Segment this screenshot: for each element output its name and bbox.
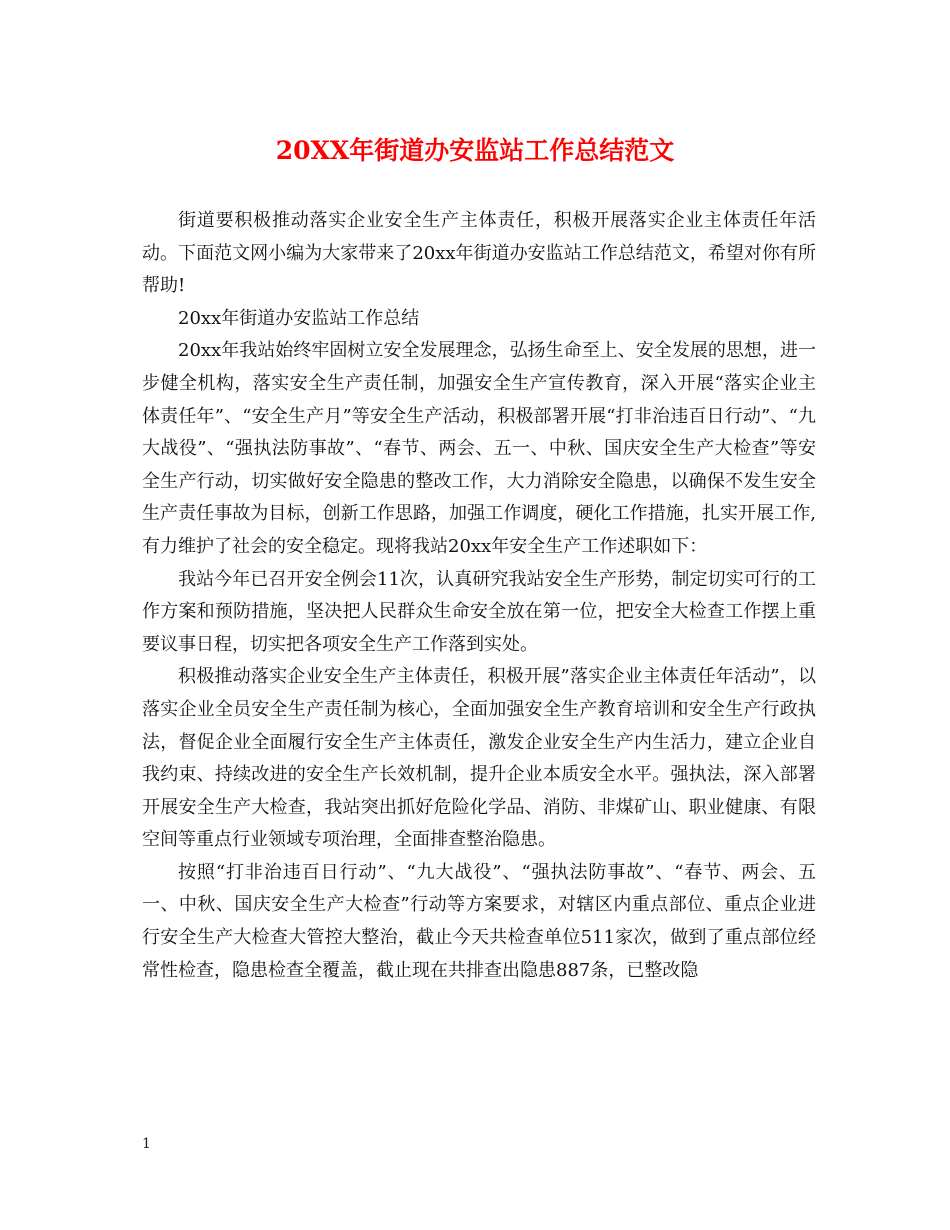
paragraph-intro: 街道要积极推动落实企业安全生产主体责任，积极开展落实企业主体责任年活动。下面范文网小编为大家带来了20xx年街道办安监站工作总结范文，希望对你有所帮助! (142, 210, 816, 297)
paragraph-responsibility: 积极推动落实企业安全生产主体责任，积极开展”落实企业主体责任年活动”，以落实企业全员安全生产责任制为核心，全面加强安全生产教育培训和安全生产行政执法，督促企业全面履行安全生产主体责任，激发企业安全生产内生活力，建立企业自我约束、持续改进的安全生产长效机制，提升企业本质安全水平。强执法，深入部署开展安全生产大检查，我站突出抓好危险化学品、消防、非煤矿山、职业健康、有限空间等重点行业领域专项治理，全面排查整治隐患。 (142, 666, 816, 851)
document-title: 20XX年街道办安监站工作总结范文 (275, 136, 675, 165)
paragraph-meetings: 我站今年已召开安全例会11次，认真研究我站安全生产形势，制定切实可行的工作方案和预防措施，坚决把人民群众生命安全放在第一位，把安全大检查工作摆上重要议事日程，切实把各项安全生产工作落到实处。 (142, 568, 816, 655)
paragraph-inspection: 按照“打非治违百日行动”、“九大战役”、“强执法防事故”、“春节、两会、五一、中秋、国庆安全生产大检查”行动等方案要求，对辖区内重点部位、重点企业进行安全生产大检查大管控大整治，截止今天共检查单位511家次，做到了重点部位经常性检查，隐患检查全覆盖，截止现在共排查出隐患887条，已整改隐 (142, 861, 816, 981)
paragraph-overview: 20xx年我站始终牢固树立安全发展理念，弘扬生命至上、安全发展的思想，进一步健全机构，落实安全生产责任制，加强安全生产宣传教育，深入开展“落实企业主体责任年”、“安全生产月”等安全生产活动，积极部署开展“打非治违百日行动”、“九大战役”、“强执法防事故”、“春节、两会、五一、中秋、国庆安全生产大检查”等安全生产行动，切实做好安全隐患的整改工作，大力消除安全隐患，以确保不发生安全生产责任事故为目标，创新工作思路，加强工作调度，硬化工作措施，扎实开展工作,有力维护了社会的安全稳定。现将我站20xx年安全生产工作述职如下： (142, 340, 816, 557)
document-body (142, 205, 816, 987)
page-number: 1 (142, 1136, 151, 1152)
paragraph-subtitle: 20xx年街道办安监站工作总结 (178, 307, 420, 329)
